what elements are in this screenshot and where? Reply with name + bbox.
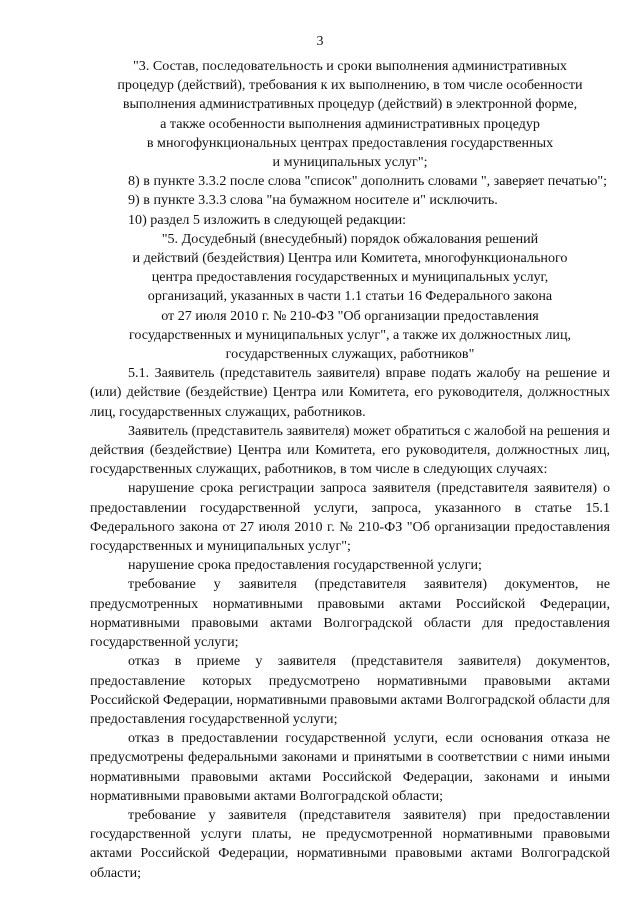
section-3-heading [90,57,610,172]
heading-line: и муниципальных услуг"; [272,154,428,171]
heading-line: "3. Состав, последовательность и сроки выполнения административных [133,58,567,74]
case-service-refusal: отказ в предоставлении государственной услуги, если основания отказа не предусмотрены федеральными законами и принятыми в соответствии с ними иными нормативными правовыми актами Российской Федерации, законами и иными нормативными правовыми актами Волгоградской области; [90,730,610,804]
case-registration-delay: нарушение срока регистрации запроса заявителя (представителя заявителя) о предоставлении государственной услуги, запроса, указанного в статье 15.1 Федерального закона от 27 июля 2010 г. № 210-ФЗ "Об организации предоставления государственных и муниципальных услуг"; [90,480,610,555]
page-number: 3 [316,34,324,49]
paragraph-complaint-cases: Заявитель (представитель заявителя) может обратиться с жалобой на решения и действия (бездействие) Центра или Комитета, его руководителя, должностных лиц, государственных служащих, работников, в том числе в следующих случаях: [90,422,610,478]
heading-line: государственных и муниципальных услуг", а также их должностных лиц, [128,326,572,343]
heading-line: процедур (действий), требования к их выполнению, в том числе особенности [117,77,583,94]
heading-line: от 27 июля 2010 г. № 210-ФЗ "Об организации предоставления [161,307,539,324]
amendment-item-10: 10) раздел 5 изложить в следующей редакции: [128,211,407,228]
case-document-refusal: отказ в приеме у заявителя (представителя заявителя) документов, предоставление которых предусмотрено нормативными правовыми актами Российской Федерации, нормативными правовыми актами Волгоградской области для предоставления государственной услуги; [90,653,610,727]
heading-line: государственных служащих, работников" [225,346,475,363]
case-service-delay: нарушение срока предоставления государственной услуги; [128,557,482,574]
heading-line: центра предоставления государственных и муниципальных услуг, [151,269,549,286]
amendment-item-9: 9) в пункте 3.3.3 слова "на бумажном носителе и" исключить. [128,192,498,209]
heading-line: организаций, указанных в части 1.1 статьи 16 Федерального закона [147,288,553,305]
paragraph-5-1: 5.1. Заявитель (представитель заявителя) вправе подать жалобу на решение и (или) действие (бездействие) Центра или Комитета, его руководителя, должностных лиц, государственных служащих, работников. [90,365,610,420]
heading-line: в многофункциональных центрах предоставления государственных [146,134,554,151]
section-5-heading [90,230,610,364]
heading-line: выполнения административных процедур (действий) в электронной форме, [122,96,578,113]
heading-line: "5. Досудебный (внесудебный) порядок обжалования решений [161,230,539,247]
heading-line: а также особенности выполнения административных процедур [160,115,540,132]
amendment-item-8: 8) в пункте 3.3.2 после слова "список" дополнить словами ", заверяет печатью"; [128,173,608,190]
case-extra-documents: требование у заявителя (представителя заявителя) документов, не предусмотренных нормативными правовыми актами Российской Федерации, нормативными правовыми актами Волгоградской области для предоставления государственной услуги; [90,576,610,651]
document-body [90,57,610,883]
case-unlawful-fee: требование у заявителя (представителя заявителя) при предоставлении государственной услуги платы, не предусмотренной нормативными правовыми актами Российской Федерации, нормативными правовыми актами Волгоградской области; [90,806,610,881]
heading-line: и действий (бездействия) Центра или Комитета, многофункционального [132,250,568,267]
